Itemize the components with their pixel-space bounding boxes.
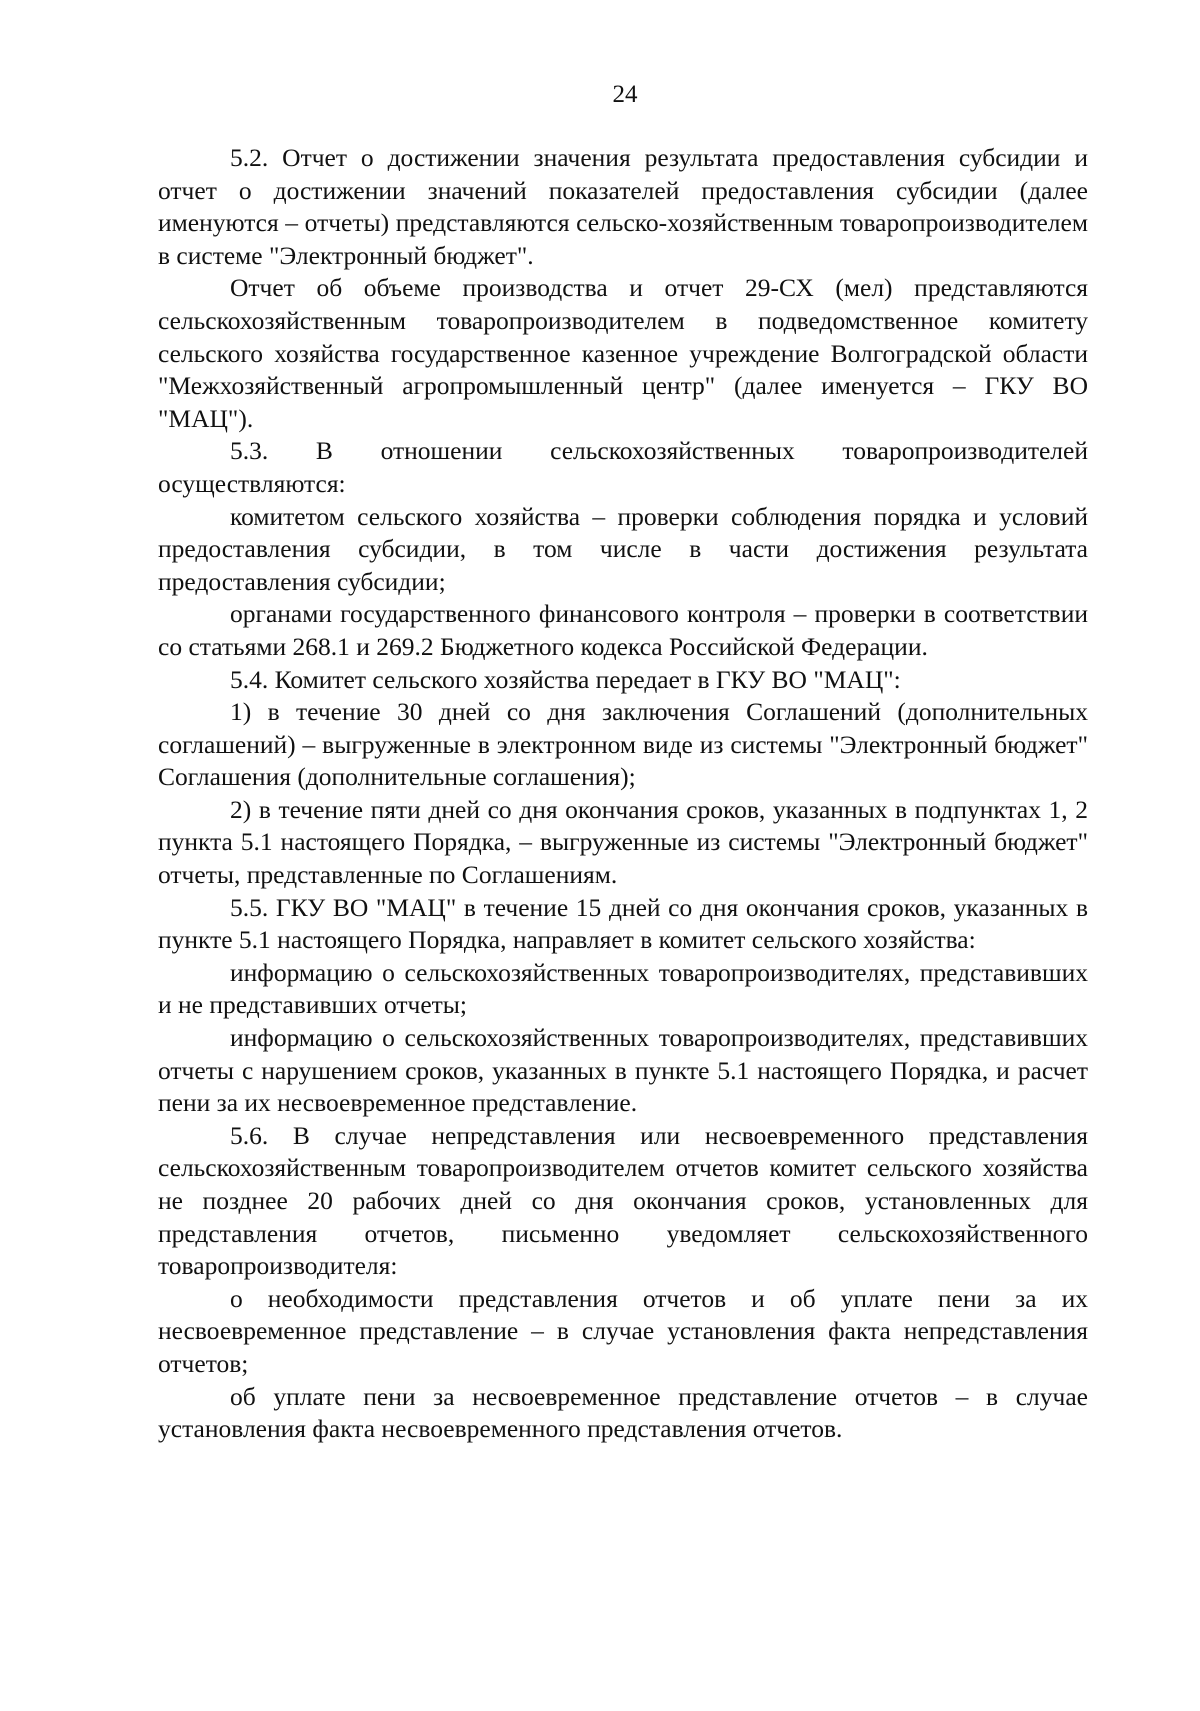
document-body (158, 142, 1088, 1446)
paragraph-5-6-notice-late: об уплате пени за несвоевременное представление отчетов – в случае установления факта несвоевременного представления отчетов. (158, 1381, 1088, 1444)
paragraph-5-3: 5.3. В отношении сельскохозяйственных товаропроизводителей осуществляются: (158, 436, 1088, 498)
paragraph-5-6: 5.6. В случае непредставления или несвоевременного представления сельскохозяйственным товаропроизводителем отчетов комитет сельского хозяйства не позднее 20 рабочих дней со дня окончания сроков, установленных для представления отчетов, письменно уведомляет сельскохозяйственного товаропроизводителя: (158, 1120, 1088, 1281)
page-number: 24 (612, 81, 638, 108)
paragraph-5-4-item-1: 1) в течение 30 дней со дня заключения Соглашений (дополнительных соглашений) – выгруженные в электронном виде из системы "Электронный бюджет" Соглашения (дополнительные соглашения); (158, 697, 1088, 792)
paragraph-financial-control: органами государственного финансового контроля – проверки в соответствии со статьями 268.1 и 269.2 Бюджетного кодекса Российской Федерации. (158, 599, 1088, 661)
paragraph-5-5: 5.5. ГКУ ВО "МАЦ" в течение 15 дней со дня окончания сроков, указанных в пункте 5.1 настоящего Порядка, направляет в комитет сельского хозяйства: (158, 892, 1088, 955)
paragraph-5-5-info-submitted: информацию о сельскохозяйственных товаропроизводителях, представивших и не представивших отчеты; (158, 957, 1088, 1020)
paragraph-5-2: 5.2. Отчет о достижении значения результата предоставления субсидии и отчет о достижении значений показателей предоставления субсидии (далее именуются – отчеты) представляются сельско-хозяйственным товаропроизводителем в системе "Электронный бюджет". (158, 143, 1088, 270)
paragraph-5-6-notice-missing: о необходимости представления отчетов и об уплате пени за их несвоевременное представление – в случае установления факта непредставления отчетов; (158, 1283, 1088, 1378)
paragraph-5-4-item-2: 2) в течение пяти дней со дня окончания сроков, указанных в подпунктах 1, 2 пункта 5.1 настоящего Порядка, – выгруженные из системы "Электронный бюджет" отчеты, представленные по Соглашениям. (158, 794, 1088, 890)
paragraph-production-report: Отчет об объеме производства и отчет 29-СХ (мел) представляются сельскохозяйственным товаропроизводителем в подведомственное комитету сельского хозяйства государственное казенное учреждение Волгоградской области "Межхозяйственный агропромышленный центр" (далее именуется – ГКУ ВО "МАЦ"). (158, 273, 1088, 433)
paragraph-5-4: 5.4. Комитет сельского хозяйства передает в ГКУ ВО "МАЦ": (230, 664, 901, 694)
paragraph-committee-checks: комитетом сельского хозяйства – проверки соблюдения порядка и условий предоставления субсидии, в том числе в части достижения результата предоставления субсидии; (158, 501, 1088, 596)
paragraph-5-5-info-late: информацию о сельскохозяйственных товаропроизводителях, представивших отчеты с нарушением сроков, указанных в пункте 5.1 настоящего Порядка, и расчет пени за их несвоевременное представление. (158, 1023, 1088, 1118)
